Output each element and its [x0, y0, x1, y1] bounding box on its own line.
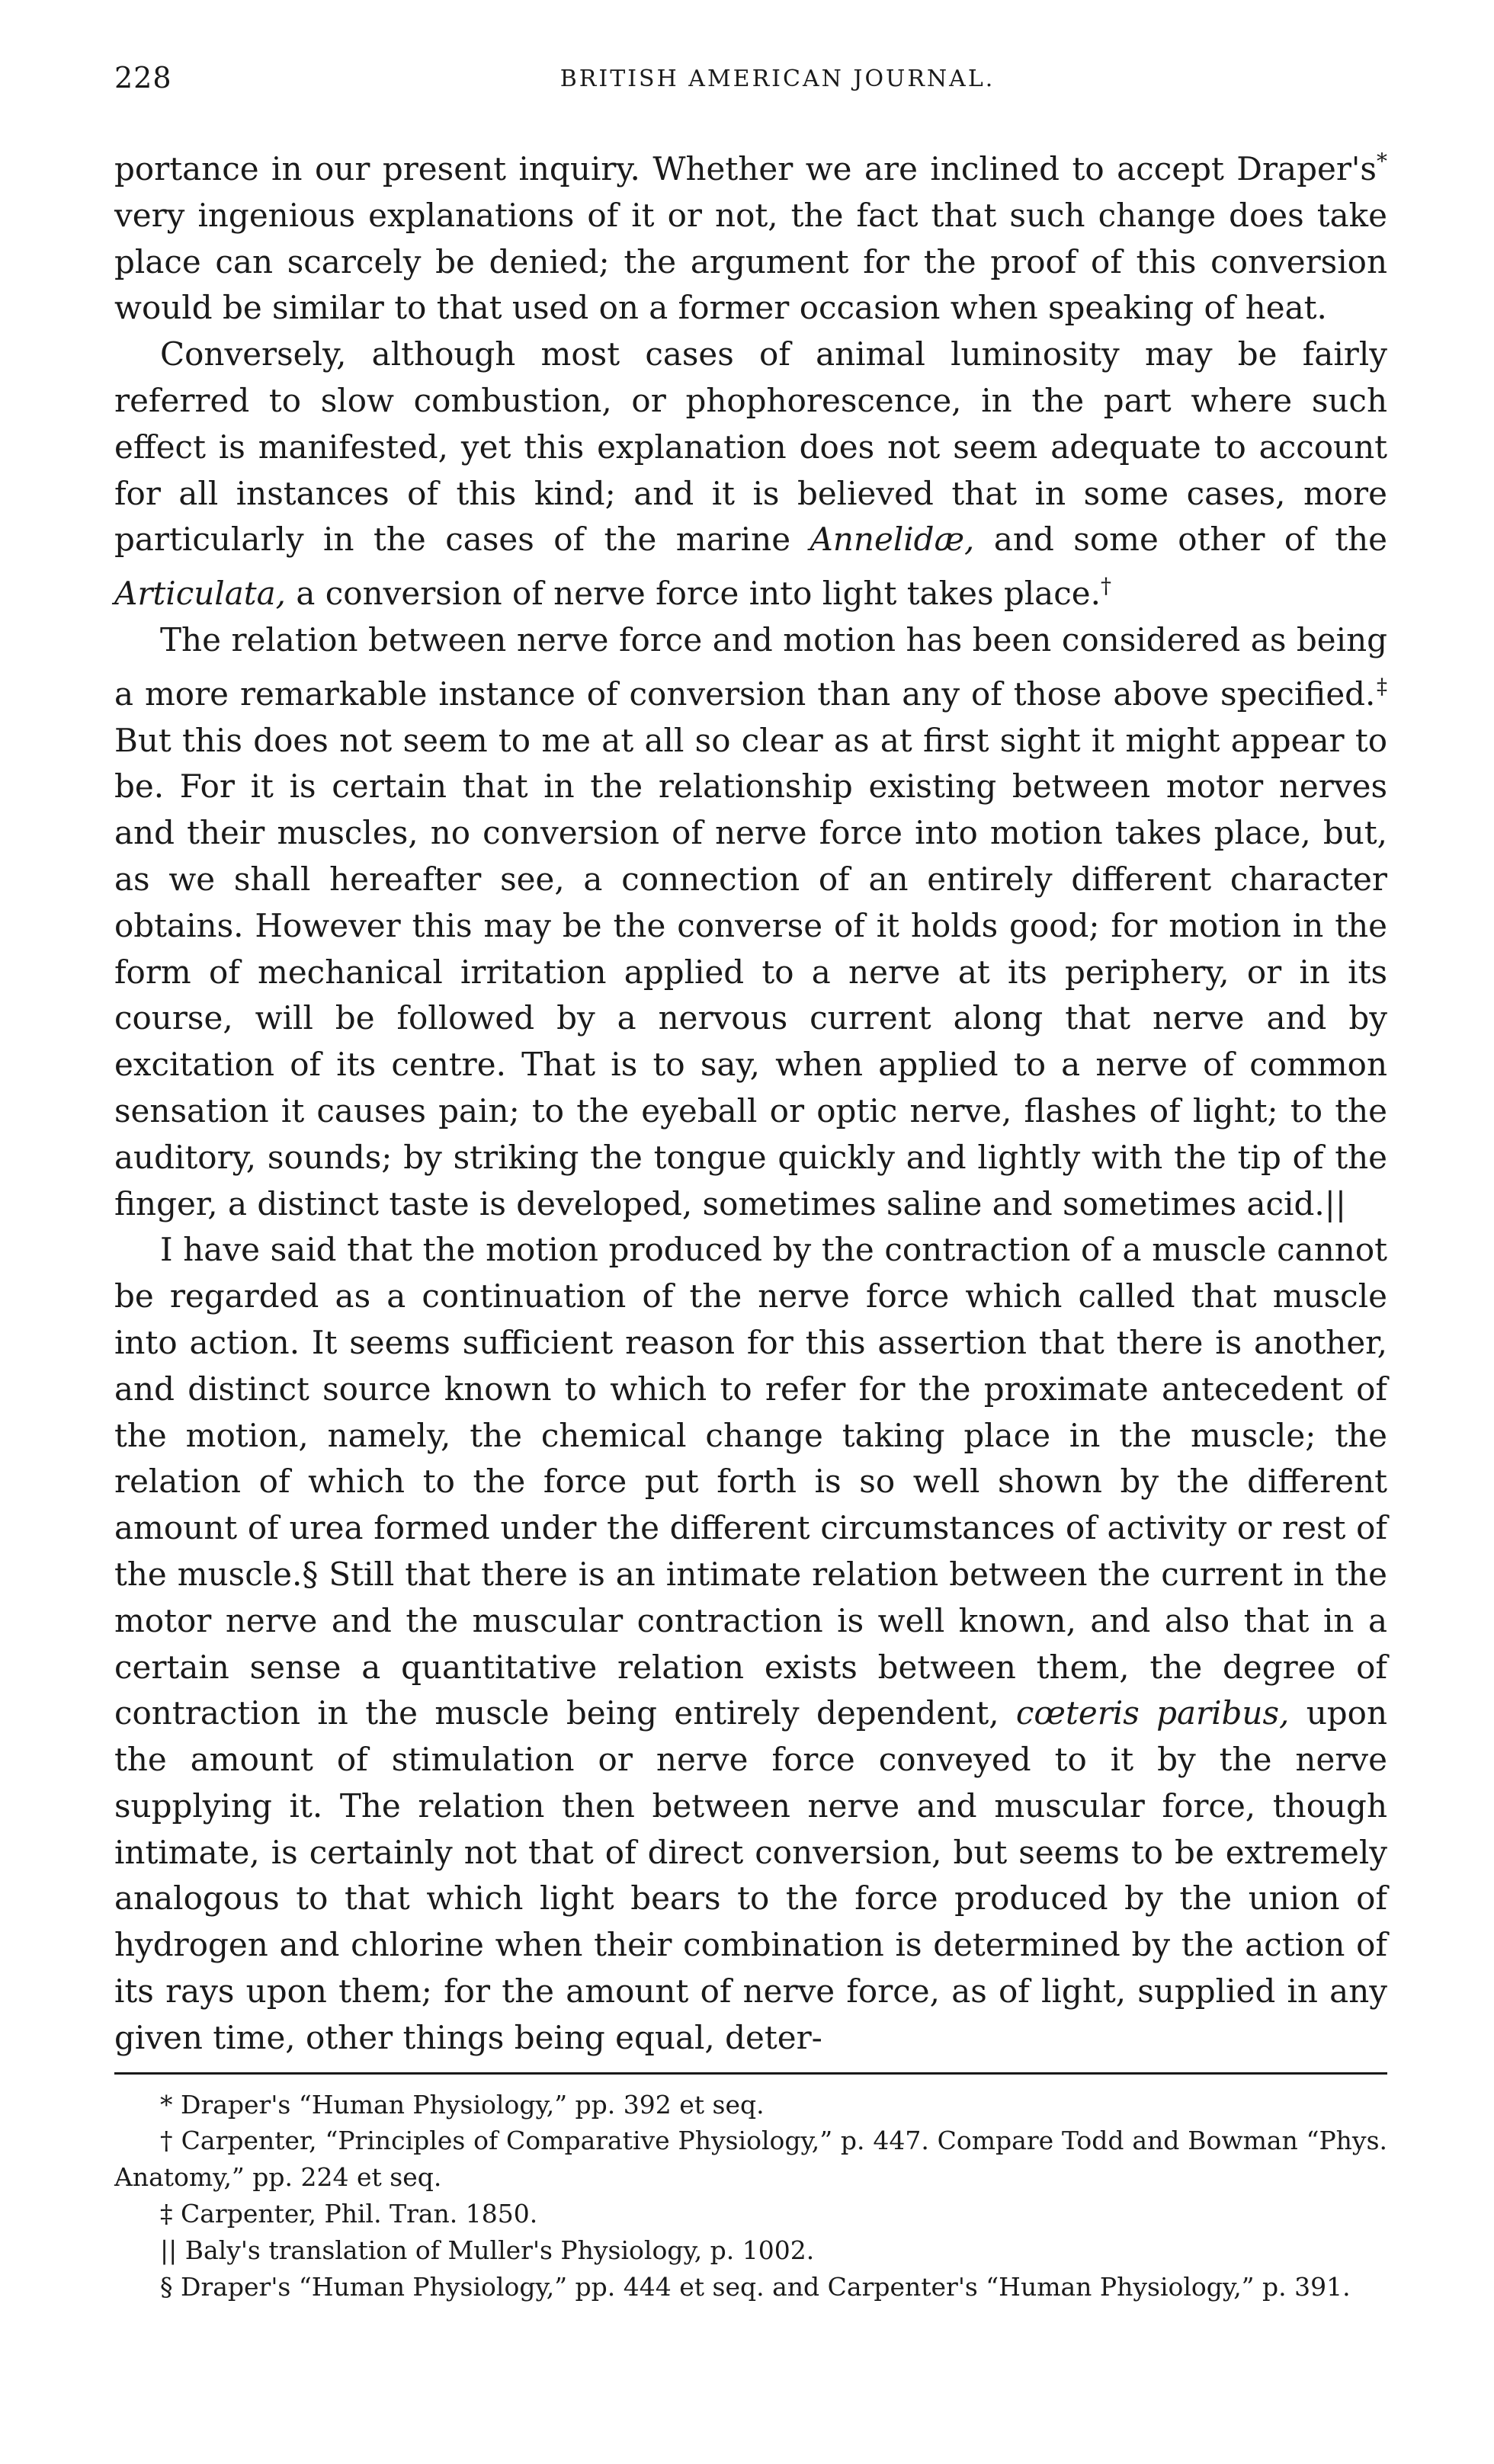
italic-term: cœteris paribus, [1015, 1694, 1290, 1732]
italic-term: Articulata, [114, 575, 287, 613]
footnote-mark: § [160, 2271, 173, 2302]
footnote-text: Draper's “Human Physiology,” pp. 444 et seq. and Carpenter's “Human Physiology,” p. 391. [172, 2271, 1351, 2302]
footnote-marker-dagger: † [1100, 573, 1111, 599]
footnote [114, 2123, 1387, 2196]
paragraph-text: Still that there is an intimate relation between the current in the motor nerve and the muscular contraction is well known, and also that in a certain sense a quantitative relation exists between them, the degree of contraction in the muscle being entirely dependent, [114, 1555, 1387, 1732]
paragraph-text: and some other of the [974, 521, 1387, 559]
footnote [114, 2232, 1387, 2269]
footnote-mark: || [160, 2235, 178, 2265]
footnote-text: Baly's translation of Muller's Physiology, p. 1002. [177, 2235, 815, 2265]
footnote-text: Carpenter, “Principles of Comparative Physiology,” p. 447. Compare Todd and Bowman “Phys. Anatomy,” pp. 224 et seq. [114, 2126, 1387, 2193]
paragraph-text: a conversion of nerve force into light takes place. [286, 575, 1101, 613]
paragraph-text: upon the amount of stimulation or nerve force conveyed to it by the nerve supplying it. The relation then between nerve and muscular force, though intimate, is certainly not that of direct conversion, but seems to be extremely analogous to that which light bears to the force produced by the union of hydrogen and chlorine when their combination is determined by the action of its rays upon them; for the amount of nerve force, as of light, supplied in any given time, other things being equal, deter- [114, 1694, 1387, 2056]
paragraph-text: The relation between nerve force and motion has been considered as being a more remarkable instance of conversion than any of those above specified. [114, 620, 1387, 713]
page-header [114, 61, 1387, 116]
paragraph-text: But this does not seem to me at all so clear as at first sight it might appear to be. For it is certain that in the relationship existing between motor nerves and their muscles, no conversion of nerve force into motion takes place, but, as we shall hereafter see, a connection of an entirely different character obtains. However this may be the converse of it holds good; for motion in the form of mechanical irritation applied to a nerve at its periphery, or in its course, will be followed by a nervous current along that nerve and by excitation of its centre. That is to say, when applied to a nerve of common sensation it causes pain; to the eyeball or optic nerve, flashes of light; to the auditory, sounds; by striking the tongue quickly and lightly with the tip of the finger, a distinct taste is developed, sometimes saline and sometimes acid. [114, 721, 1387, 1222]
footnote [114, 2087, 1387, 2123]
paragraph-text: I have said that the motion produced by the contraction of a muscle cannot be regarded as a continuation of the nerve force which called that muscle into action. It seems sufficient reason for this assertion that there is another, and distinct source known to which to refer for the proximate antecedent of the motion, namely, the chemical change taking place in the muscle; the relation of which to the force put forth is so well shown by the different amount of urea formed under the different circumstances of activity or rest of the muscle. [114, 1231, 1387, 1593]
paragraph-text: portance in our present inquiry. Whether we are inclined to accept Draper's [114, 150, 1377, 187]
paragraph-nerve-motion [114, 617, 1387, 1227]
journal-page [114, 61, 1387, 2305]
body-text [114, 139, 1387, 2062]
footnote-mark: * [160, 2089, 173, 2120]
footnote-text: Draper's “Human Physiology,” pp. 392 et seq. [172, 2089, 765, 2120]
footnote [114, 2269, 1387, 2305]
paragraph-luminosity [114, 332, 1387, 617]
paragraph-continuation [114, 139, 1387, 332]
footnote-marker-star: * [1377, 149, 1387, 174]
page-number: 228 [114, 61, 172, 95]
footnote-marker-double-dagger: ‡ [1375, 673, 1387, 699]
footnote-marker-parallel: || [1324, 1184, 1347, 1222]
footnote-text: Carpenter, Phil. Tran. 1850. [172, 2199, 538, 2229]
paragraph-muscle-contraction [114, 1227, 1387, 2061]
footnote-divider [114, 2072, 1387, 2075]
italic-term: Annelidæ, [810, 521, 975, 559]
footnote-mark: † [160, 2126, 173, 2156]
running-title: BRITISH AMERICAN JOURNAL. [559, 66, 995, 92]
paragraph-text: Conversely, although most cases of animal luminosity may be fairly referred to slow combustion, or phophorescence, in the part where such effect is manifested, yet this explanation does not seem adequate to account for all instances of this kind; and it is believed that in some cases, more particularly in the cases of the marine [114, 335, 1387, 559]
footnote [114, 2196, 1387, 2232]
footnote-mark: ‡ [160, 2199, 173, 2229]
footnote-marker-section: § [302, 1555, 319, 1593]
paragraph-text: very ingenious explanations of it or not, the fact that such change does take place can scarcely be denied; the argument for the proof of this conversion would be similar to that used on a former occasion when speaking of heat. [114, 196, 1387, 327]
footnotes [114, 2087, 1387, 2305]
